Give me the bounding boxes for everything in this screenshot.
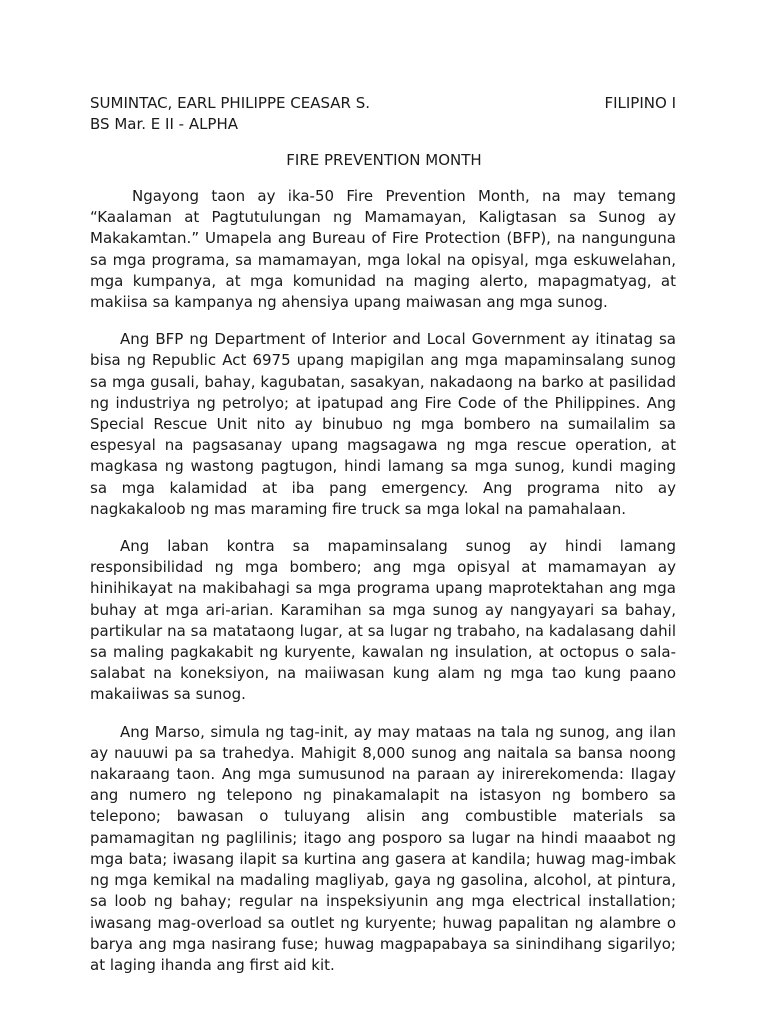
document-body bbox=[90, 186, 676, 992]
document-title: FIRE PREVENTION MONTH bbox=[286, 151, 482, 169]
header-row-top bbox=[90, 93, 676, 114]
paragraph-1: Ngayong taon ay ika-50 Fire Prevention Month, na may temang “Kaalaman at Pagtutulungan ng Mamamayan, Kaligtasan sa Sunog ay Makakamtan.” Umapela ang Bureau of Fire Protection (BFP), na nangunguna sa mga programa, sa mamamayan, mga lokal na opisyal, mga eskuwelahan, mga kumpanya, at mga komunidad na maging alerto, mapagmatyag, at makiisa sa kampanya ng ahensiya upang maiwasan ang mga sunog. bbox=[90, 187, 676, 312]
author-name: SUMINTAC, EARL PHILIPPE CEASAR S. bbox=[90, 94, 370, 112]
document-header bbox=[90, 93, 676, 135]
paragraph-2: Ang BFP ng Department of Interior and Local Government ay itinatag sa bisa ng Republic Act 6975 upang mapigilan ang mga mapaminsalang sunog sa mga gusali, bahay, kagubatan, sasakyan, nakadaong na barko at pasilidad ng industriya ng petrolyo; at ipatupad ang Fire Code of the Philippines. Ang Special Rescue Unit nito ay binubuo ng mga bombero na sumailalim sa espesyal na pagsasanay upang magsagawa ng mga rescue operation, at magkasa ng wastong pagtugon, hindi lamang sa mga sunog, kundi maging sa mga kalamidad at iba pang emergency. Ang programa nito ay nagkakaloob ng mas maraming fire truck sa mga lokal na pamahalaan. bbox=[90, 330, 676, 518]
course-label: BS Mar. E II - ALPHA bbox=[90, 115, 239, 133]
paragraph-4: Ang Marso, simula ng tag-init, ay may mataas na tala ng sunog, ang ilan ay nauuwi pa sa trahedya. Mahigit 8,000 sunog ang naitala sa bansa noong nakaraang taon. Ang mga sumusunod na paraan ay inirerekomenda: Ilagay ang numero ng telepono ng pinakamalapit na istasyon ng bombero sa telepono; bawasan o tuluyang alisin ang combustible materials sa pamamagitan ng paglilinis; itago ang posporo sa lugar na hindi maaabot ng mga bata; iwasang ilapit sa kurtina ang gasera at kandila; huwag mag-imbak ng mga kemikal na madaling magliyab, gaya ng gasolina, alcohol, at pintura, sa loob ng bahay; regular na inspeksiyunin ang mga electrical installation; iwasang mag-overload sa outlet ng kuryente; huwag papalitan ng alambre o barya ang mga nasirang fuse; huwag magpapabaya sa sinindihang sigarilyo; at laging ihanda ang first aid kit. bbox=[90, 722, 676, 974]
subject-label: FILIPINO I bbox=[604, 94, 676, 112]
paragraph-3: Ang laban kontra sa mapaminsalang sunog ay hindi lamang responsibilidad ng mga bombero; ang mga opisyal at mamamayan ay hinihikayat na makibahagi sa mga programa upang maprotektahan ang mga buhay at mga ari-arian. Karamihan sa mga sunog ay nangyayari sa bahay, partikular na sa matataong lugar, at sa lugar ng trabaho, na kadalasang dahil sa maling pagkakabit ng kuryente, kawalan ng insulation, at octopus o sala-salabat na koneksiyon, na maiiwasan kung alam ng mga tao kung paano makaiiwas sa sunog. bbox=[90, 537, 676, 704]
